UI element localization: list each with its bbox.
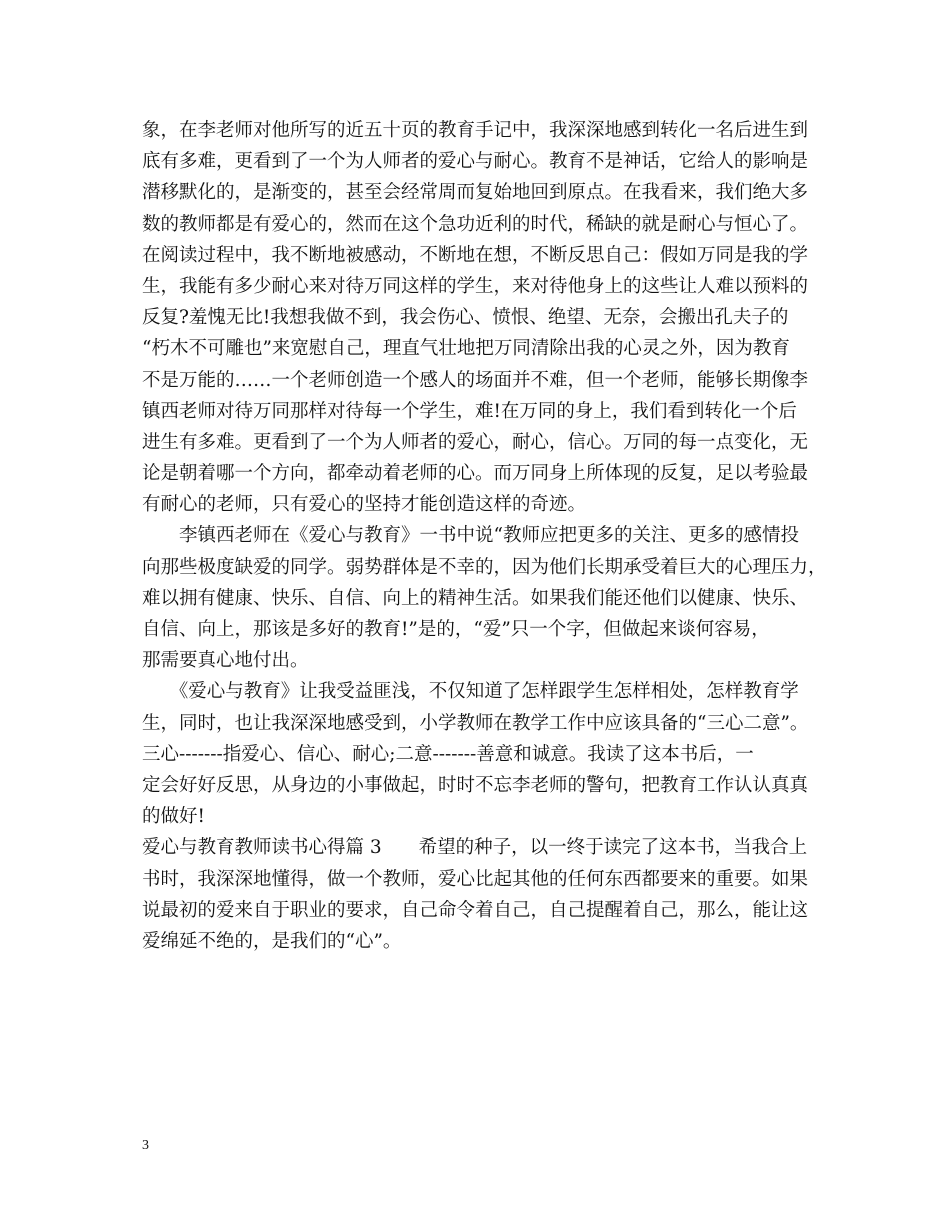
text-line: 三心-------指爱心、信心、耐心;二意-------善意和诚意。我读了这本书后，一 (142, 743, 754, 765)
text-line: 不是万能的……一个老师创造一个感人的场面并不难，但一个老师，能够长期像李 (142, 369, 809, 391)
text-line: 数的教师都是有爱心的，然而在这个急功近利的时代，稀缺的就是耐心与恒心了。 (142, 213, 809, 235)
page-number: 3 (142, 1138, 149, 1153)
text-line: 生，我能有多少耐心来对待万同这样的学生，来对待他身上的这些让人难以预料的 (142, 275, 809, 297)
text-line: 进生有多难。更看到了一个为人师者的爱心，耐心，信心。万同的每一点变化，无 (142, 431, 809, 453)
text-line: 潜移默化的，是渐变的，甚至会经常周而复始地回到原点。在我看来，我们绝大多 (142, 182, 809, 204)
text-line: 有耐心的老师，只有爱心的坚持才能创造这样的奇迹。 (142, 494, 587, 516)
text-line: 向那些极度缺爱的同学。弱势群体是不幸的，因为他们长期承受着巨大的心理压力， (142, 556, 827, 578)
text-line: 那需要真心地付出。 (142, 650, 309, 672)
text-line: “朽木不可雕也”来宽慰自己，理直气壮地把万同清除出我的心灵之外，因为教育 (142, 338, 790, 360)
section-heading-line: 爱心与教育教师读书心得篇 3 希望的种子，以一终于读完了这本书，当我合上 (142, 837, 808, 859)
text-line: 象，在李老师对他所写的近五十页的教育手记中，我深深地感到转化一名后进生到 (142, 120, 809, 141)
text-line: 爱绵延不绝的，是我们的“心”。 (142, 930, 402, 952)
text-line: 底有多难，更看到了一个为人师者的爱心与耐心。教育不是神话，它给人的影响是 (142, 151, 809, 173)
text-line: 在阅读过程中，我不断地被感动，不断地在想，不断反思自己：假如万同是我的学 (142, 244, 809, 266)
text-line: 李镇西老师在《爱心与教育》一书中说“教师应把更多的关注、更多的感情投 (142, 525, 799, 547)
text-line: 说最初的爱来自于职业的要求，自己命令着自己，自己提醒着自己，那么，能让这 (142, 899, 809, 921)
text-line: 自信、向上，那该是多好的教育!”是的，“爱”只一个字，但做起来谈何容易， (142, 619, 770, 640)
text-line: 定会好好反思，从身边的小事做起，时时不忘李老师的警句，把教育工作认认真真 (142, 774, 809, 796)
body-text (142, 115, 832, 957)
text-line: 镇西老师对待万同那样对待每一个学生，难!在万同的身上，我们看到转化一个后 (142, 400, 797, 422)
text-line: 的做好! (142, 806, 205, 828)
text-line: 论是朝着哪一个方向，都牵动着老师的心。而万同身上所体现的反复，足以考验最 (142, 463, 809, 485)
text-line: 生，同时，也让我深深地感受到，小学教师在教学工作中应该具备的“三心二意”。 (142, 712, 809, 734)
text-line: 反复?羞愧无比!我想我做不到，我会伤心、愤恨、绝望、无奈，会搬出孔夫子的 (142, 307, 789, 329)
text-line: 书时，我深深地懂得，做一个教师，爱心比起其他的任何东西都要来的重要。如果 (142, 868, 809, 890)
text-line: 《爱心与教育》让我受益匪浅，不仅知道了怎样跟学生怎样相处，怎样教育学 (142, 681, 799, 703)
text-line: 难以拥有健康、快乐、自信、向上的精神生活。如果我们能还他们以健康、快乐、 (142, 587, 809, 609)
